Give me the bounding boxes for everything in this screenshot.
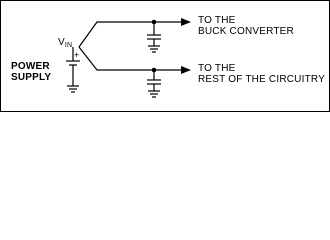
lower-junction-dot	[152, 68, 157, 73]
vin-label-main: V	[58, 37, 65, 48]
rest-output-label-line1: TO THE	[198, 63, 236, 74]
upper-junction-dot	[152, 20, 157, 25]
vin-label-subscript: IN	[64, 42, 73, 49]
rest-output-label-line2: REST OF THE CIRCUITRY	[198, 74, 325, 85]
buck-output-label-line2: BUCK CONVERTER	[198, 26, 294, 37]
power-supply-label-line2: SUPPLY	[11, 72, 52, 83]
buck-output-label-line1: TO THE	[198, 15, 236, 26]
power-supply-label-line1: POWER	[11, 61, 50, 72]
lower-arrow-head	[181, 66, 191, 74]
lower-branch-wire	[79, 47, 183, 70]
vin-label	[58, 37, 72, 51]
upper-arrow-head	[181, 18, 191, 26]
schematic-drawing	[1, 1, 330, 112]
upper-branch-wire	[79, 22, 183, 47]
power-distribution-diagram	[0, 0, 330, 112]
vin-plus-sign: +	[74, 50, 80, 60]
